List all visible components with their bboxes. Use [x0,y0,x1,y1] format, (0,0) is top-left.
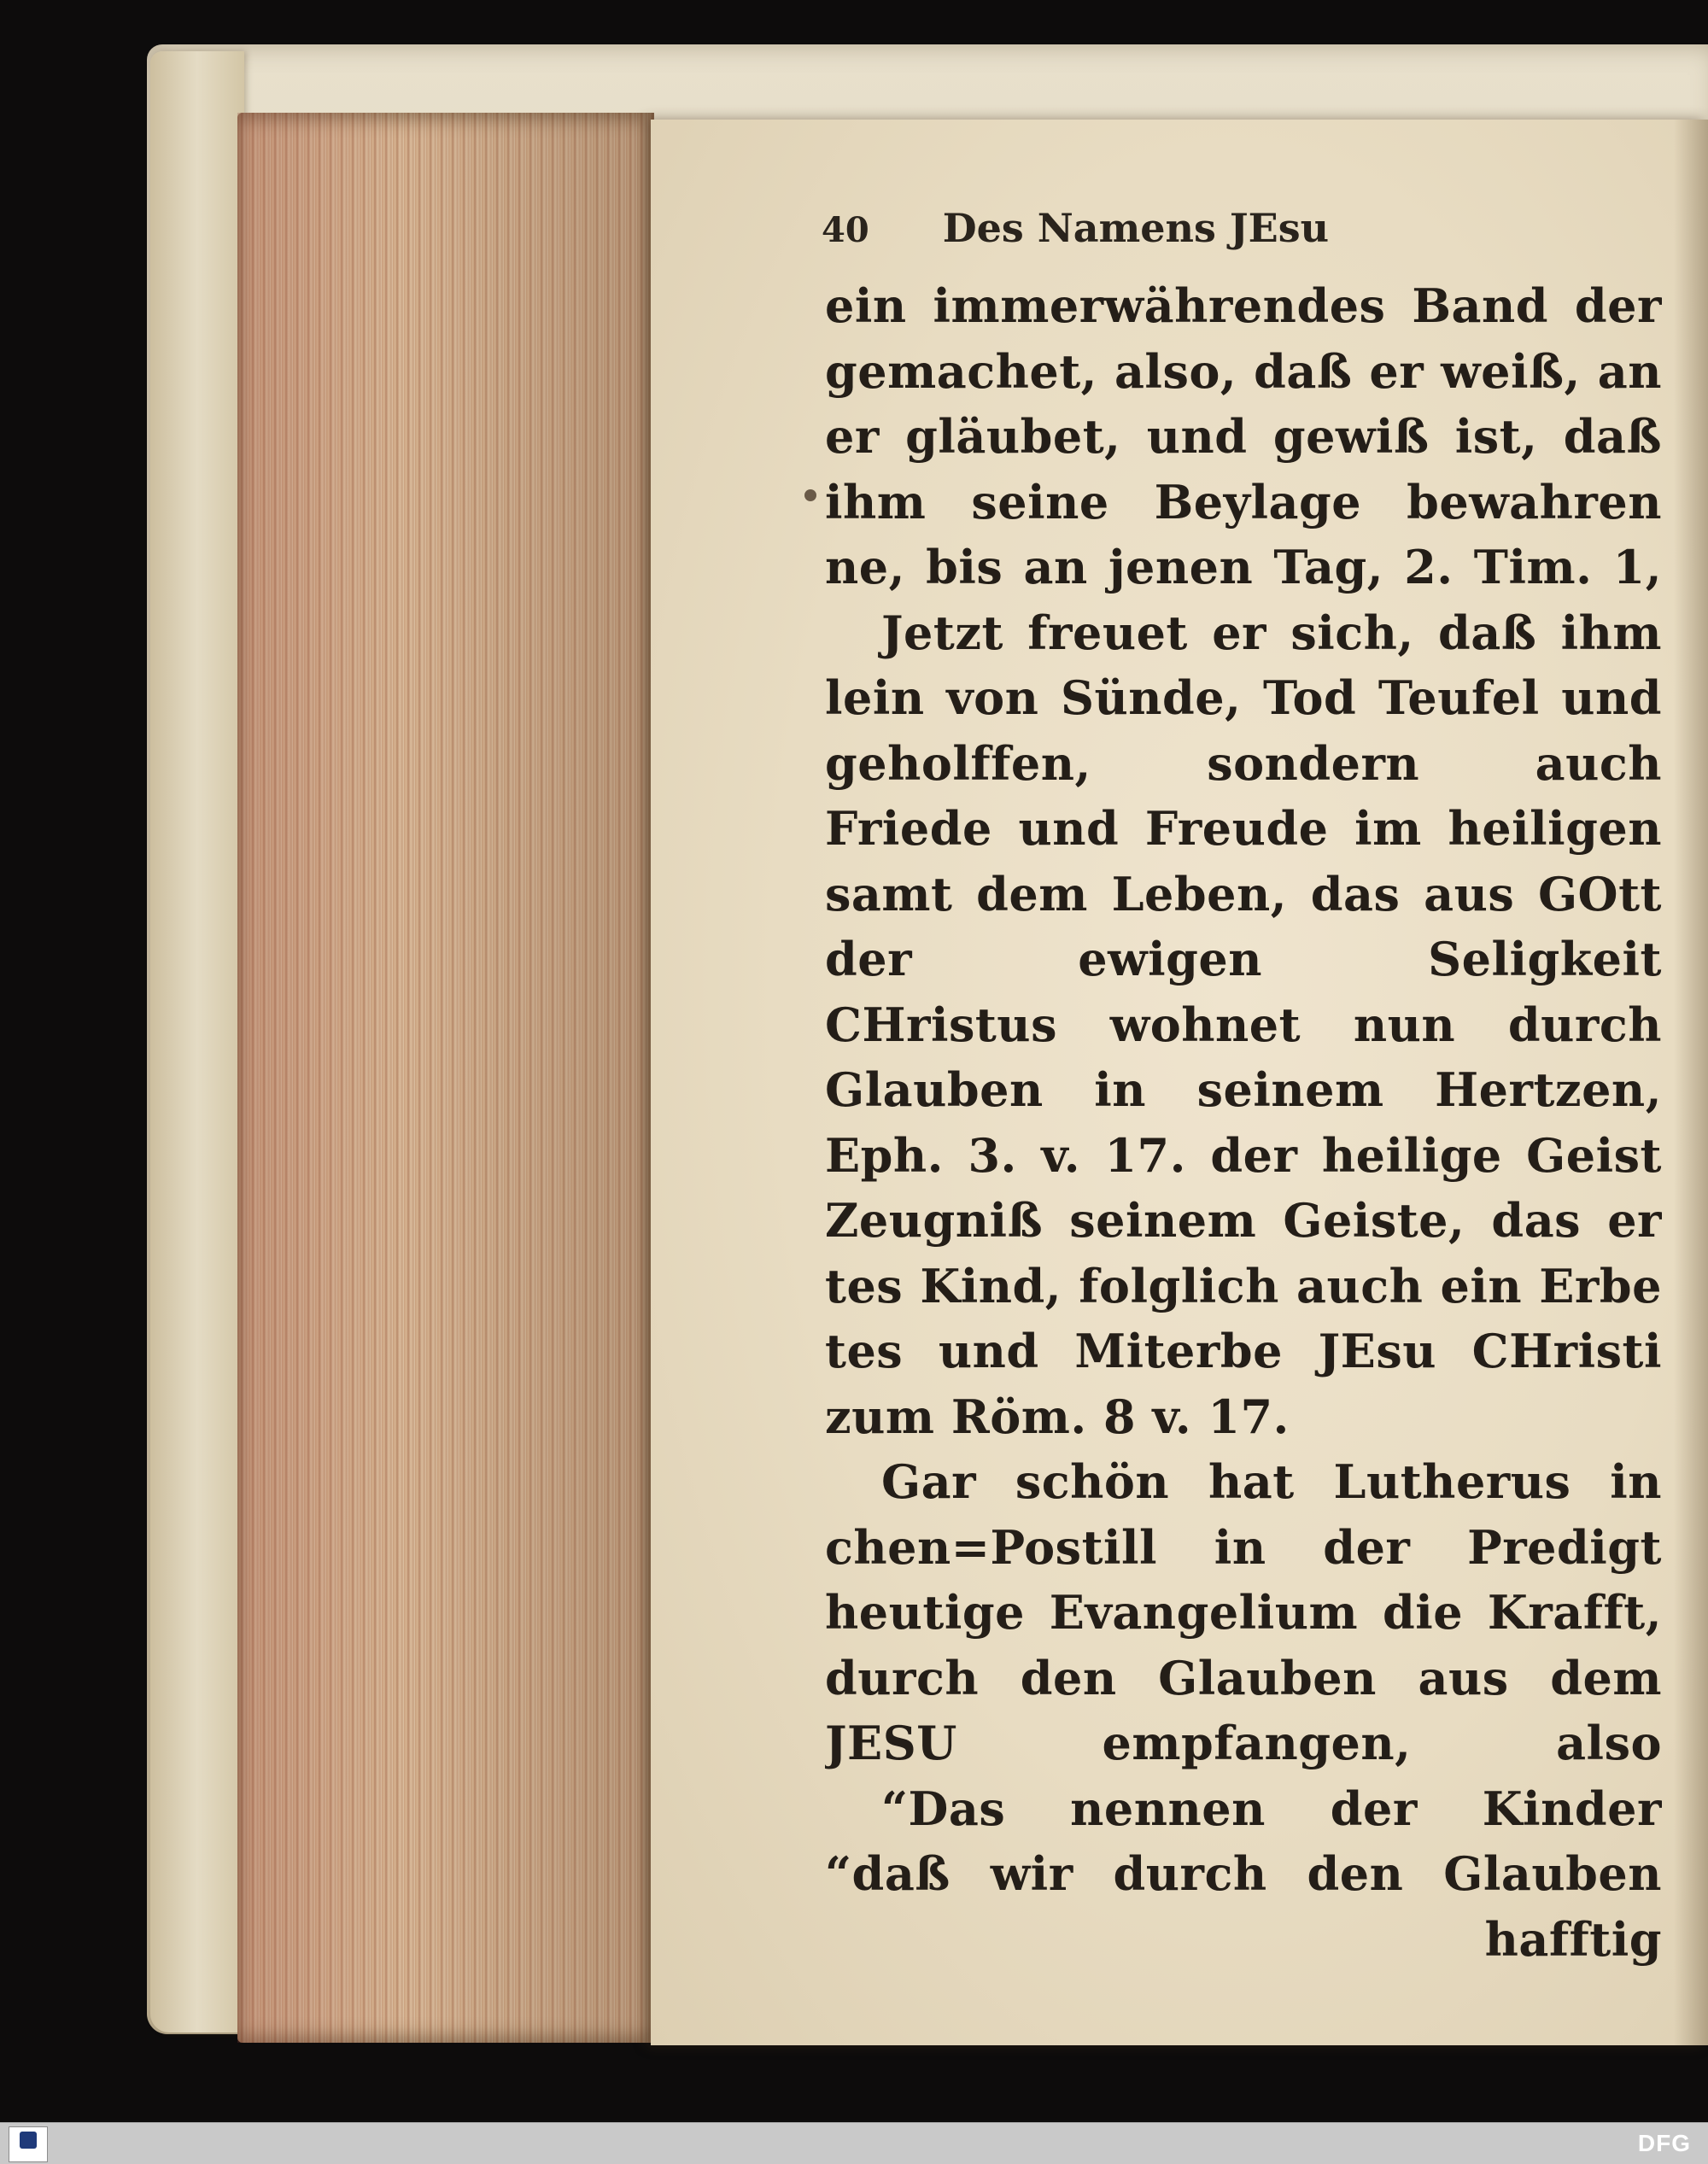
dfg-logo[interactable]: DFG [1637,2130,1691,2156]
text-line: tes und Miterbe JEsu CHristi [825,1324,1662,1378]
text-line: ein immerwährendes Band der [825,278,1662,333]
text-line: ne, bis an jenen Tag, 2. Tim. 1, [825,540,1662,594]
ink-speck [804,489,816,501]
text-line: lein von Sünde, Tod Teufel und [825,670,1662,725]
page-number: 40 [822,210,869,250]
text-line: tes Kind, folglich auch ein Erbe [825,1258,1662,1313]
text-line: Gar schön hat Lutherus in [881,1454,1662,1509]
text-line: samt dem Leben, das aus GOtt [825,866,1662,921]
text-line: chen=Postill in der Predigt [825,1519,1662,1575]
body-text [825,273,1662,1972]
text-line: er gläubet, und gewiß ist, daß [825,409,1662,464]
text-line: Jetzt freuet er sich, daß ihm [881,605,1662,660]
text-line: “Das nennen der Kinder [881,1781,1662,1836]
text-line: der ewigen Seligkeit [825,932,1662,986]
text-line: heutige Evangelium die Krafft, [825,1585,1662,1640]
running-head-title: Des Namens JEsu [942,205,1330,251]
cover-turn-in [150,51,244,2032]
text-line: zum Röm. 8 v. 17. [825,1389,1290,1444]
text-line: JESU empfangen, also [825,1716,1662,1770]
text-line: durch den Glauben aus dem [825,1650,1662,1705]
library-seal-icon[interactable] [9,2126,48,2162]
viewer-footer-bar [0,2122,1708,2164]
text-line: CHristus wohnet nun durch [825,997,1662,1052]
text-line: Zeugniß seinem Geiste, das er [825,1193,1662,1248]
text-line: Glauben in seinem Hertzen, [825,1062,1662,1117]
text-line: Friede und Freude im heiligen [825,801,1662,856]
text-line: Eph. 3. v. 17. der heilige Geist [825,1127,1662,1183]
text-line: ihm seine Beylage bewahren [825,474,1662,529]
running-head [822,205,1505,265]
text-line: gemachet, also, daß er weiß, an [825,343,1662,399]
text-line: geholffen, sondern auch [825,735,1662,791]
page-block-edges [237,113,654,2043]
page-gutter-shadow [1674,120,1708,2045]
text-line: “daß wir durch den Glauben [825,1846,1662,1901]
catchword: hafftig [1484,1911,1662,1967]
